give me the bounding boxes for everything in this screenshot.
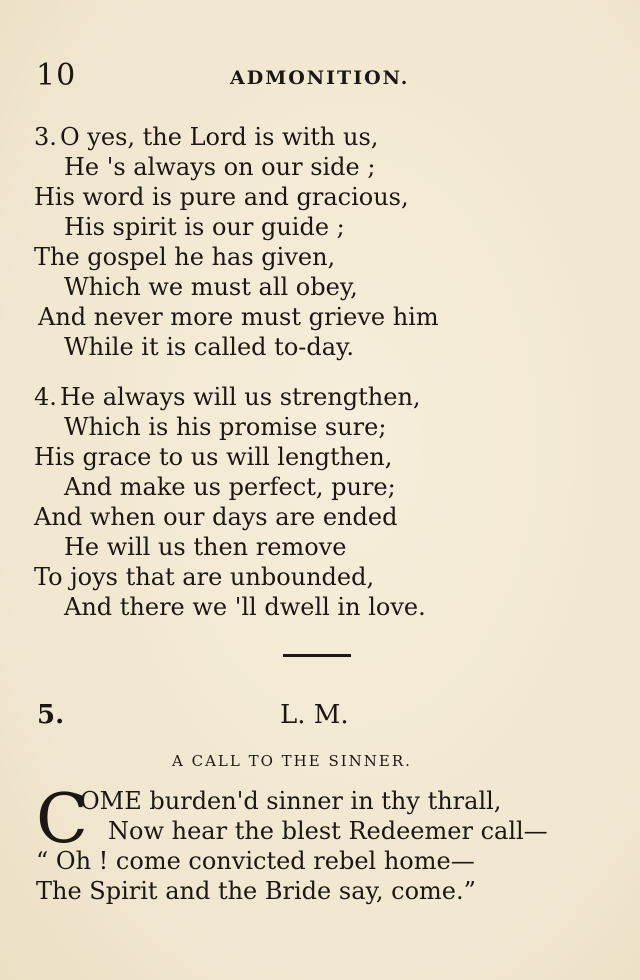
- stanza-line: And there we 'll dwell in love.: [64, 593, 426, 621]
- hymn-line: Now hear the blest Redeemer call—: [108, 817, 548, 845]
- stanza-number: 3.: [34, 123, 57, 151]
- hymn-number: 5.: [37, 700, 65, 730]
- page-number: 10: [36, 58, 77, 93]
- stanza-line: While it is called to-day.: [64, 333, 355, 361]
- hymn-meter: L. M.: [280, 700, 349, 730]
- stanza-line: And make us perfect, pure;: [64, 473, 396, 501]
- stanza-line: 4. He always will us strengthen,: [34, 383, 421, 411]
- running-head: ADMONITION.: [230, 67, 410, 89]
- stanza-line: And when our days are ended: [34, 503, 398, 531]
- stanza-line: Which we must all obey,: [64, 273, 358, 301]
- hymn-line: OME burden'd sinner in thy thrall,: [80, 787, 502, 815]
- stanza-line: The gospel he has given,: [34, 243, 336, 271]
- section-divider: [283, 654, 351, 657]
- stanza-line: He will us then remove: [64, 533, 347, 561]
- stanza-line: He 's always on our side ;: [64, 153, 376, 181]
- stanza-3: [34, 122, 594, 362]
- stanza-line: And never more must grieve him: [38, 303, 439, 331]
- hymn-line: The Spirit and the Bride say, come.”: [36, 877, 476, 905]
- drop-cap: C: [36, 780, 89, 859]
- stanza-line: His word is pure and gracious,: [34, 183, 409, 211]
- stanza-line: To joys that are unbounded,: [34, 563, 375, 591]
- stanza-4: [34, 382, 594, 622]
- stanza-line: 3. O yes, the Lord is with us,: [34, 123, 379, 151]
- hymn-title: A CALL TO THE SINNER.: [172, 752, 412, 770]
- stanza-line: His spirit is our guide ;: [64, 213, 345, 241]
- stanza-line: Which is his promise sure;: [64, 413, 387, 441]
- page-header: [36, 58, 576, 98]
- stanza-line: His grace to us will lengthen,: [34, 443, 393, 471]
- hymn-line: “ Oh ! come convicted rebel home—: [36, 847, 475, 875]
- stanza-number: 4.: [34, 383, 57, 411]
- hymn-5-verse: [36, 780, 616, 906]
